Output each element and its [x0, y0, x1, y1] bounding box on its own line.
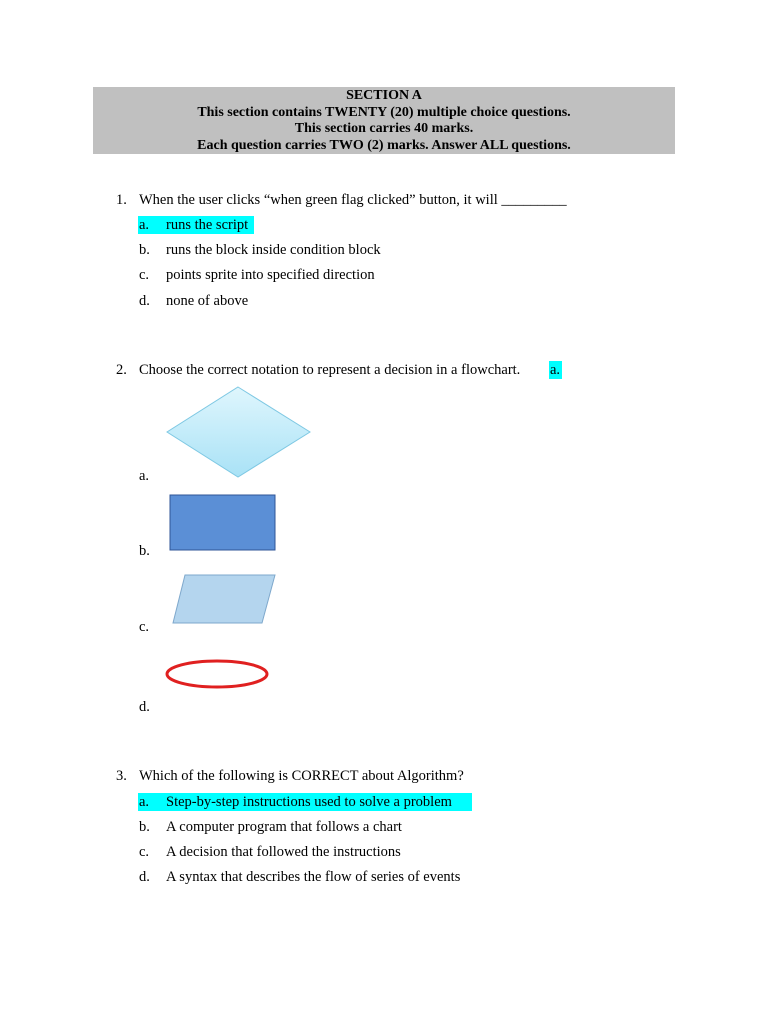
section-info-marks: This section carries 40 marks.	[294, 121, 474, 137]
option-letter: b.	[139, 543, 150, 559]
diamond-shape	[165, 385, 313, 481]
option-text: runs the script	[166, 217, 249, 233]
option-text: none of above	[166, 293, 249, 309]
option-text: A decision that followed the instructions	[166, 844, 401, 860]
option-text: points sprite into specified direction	[166, 267, 375, 283]
section-info-instructions: Each question carries TWO (2) marks. Answer ALL questions.	[197, 137, 571, 153]
question-text: Which of the following is CORRECT about Algorithm?	[139, 768, 464, 784]
option-text: runs the block inside condition block	[166, 242, 381, 258]
option-text: Step-by-step instructions used to solve a problem	[166, 794, 452, 810]
option-letter: a.	[139, 794, 150, 810]
option-letter: c.	[139, 844, 150, 860]
section-title: SECTION A	[346, 88, 422, 103]
question-answer: a.	[550, 362, 561, 378]
option-letter: a.	[139, 217, 150, 233]
question-text: When the user clicks “when green flag clicked” button, it will _________	[139, 192, 567, 208]
oval-shape	[165, 658, 271, 690]
option-letter: b.	[139, 242, 150, 258]
question-number: 2.	[116, 362, 127, 378]
option-letter: d.	[139, 293, 150, 309]
option-letter: d.	[139, 869, 150, 885]
option-letter: a.	[139, 468, 150, 484]
parallelogram-shape	[171, 573, 279, 627]
question-number: 3.	[116, 768, 127, 784]
option-letter: c.	[139, 267, 150, 283]
option-text: A computer program that follows a chart	[166, 819, 402, 835]
option-text: A syntax that describes the flow of series of events	[166, 869, 461, 885]
option-letter: b.	[139, 819, 150, 835]
option-letter: c.	[139, 619, 150, 635]
section-header	[93, 87, 675, 154]
question-text: Choose the correct notation to represent a decision in a flowchart.	[139, 362, 521, 378]
section-info-questions: This section contains TWENTY (20) multiple choice questions.	[197, 104, 571, 120]
option-letter: d.	[139, 699, 150, 715]
question-number: 1.	[116, 192, 127, 208]
rectangle-shape	[169, 494, 277, 552]
